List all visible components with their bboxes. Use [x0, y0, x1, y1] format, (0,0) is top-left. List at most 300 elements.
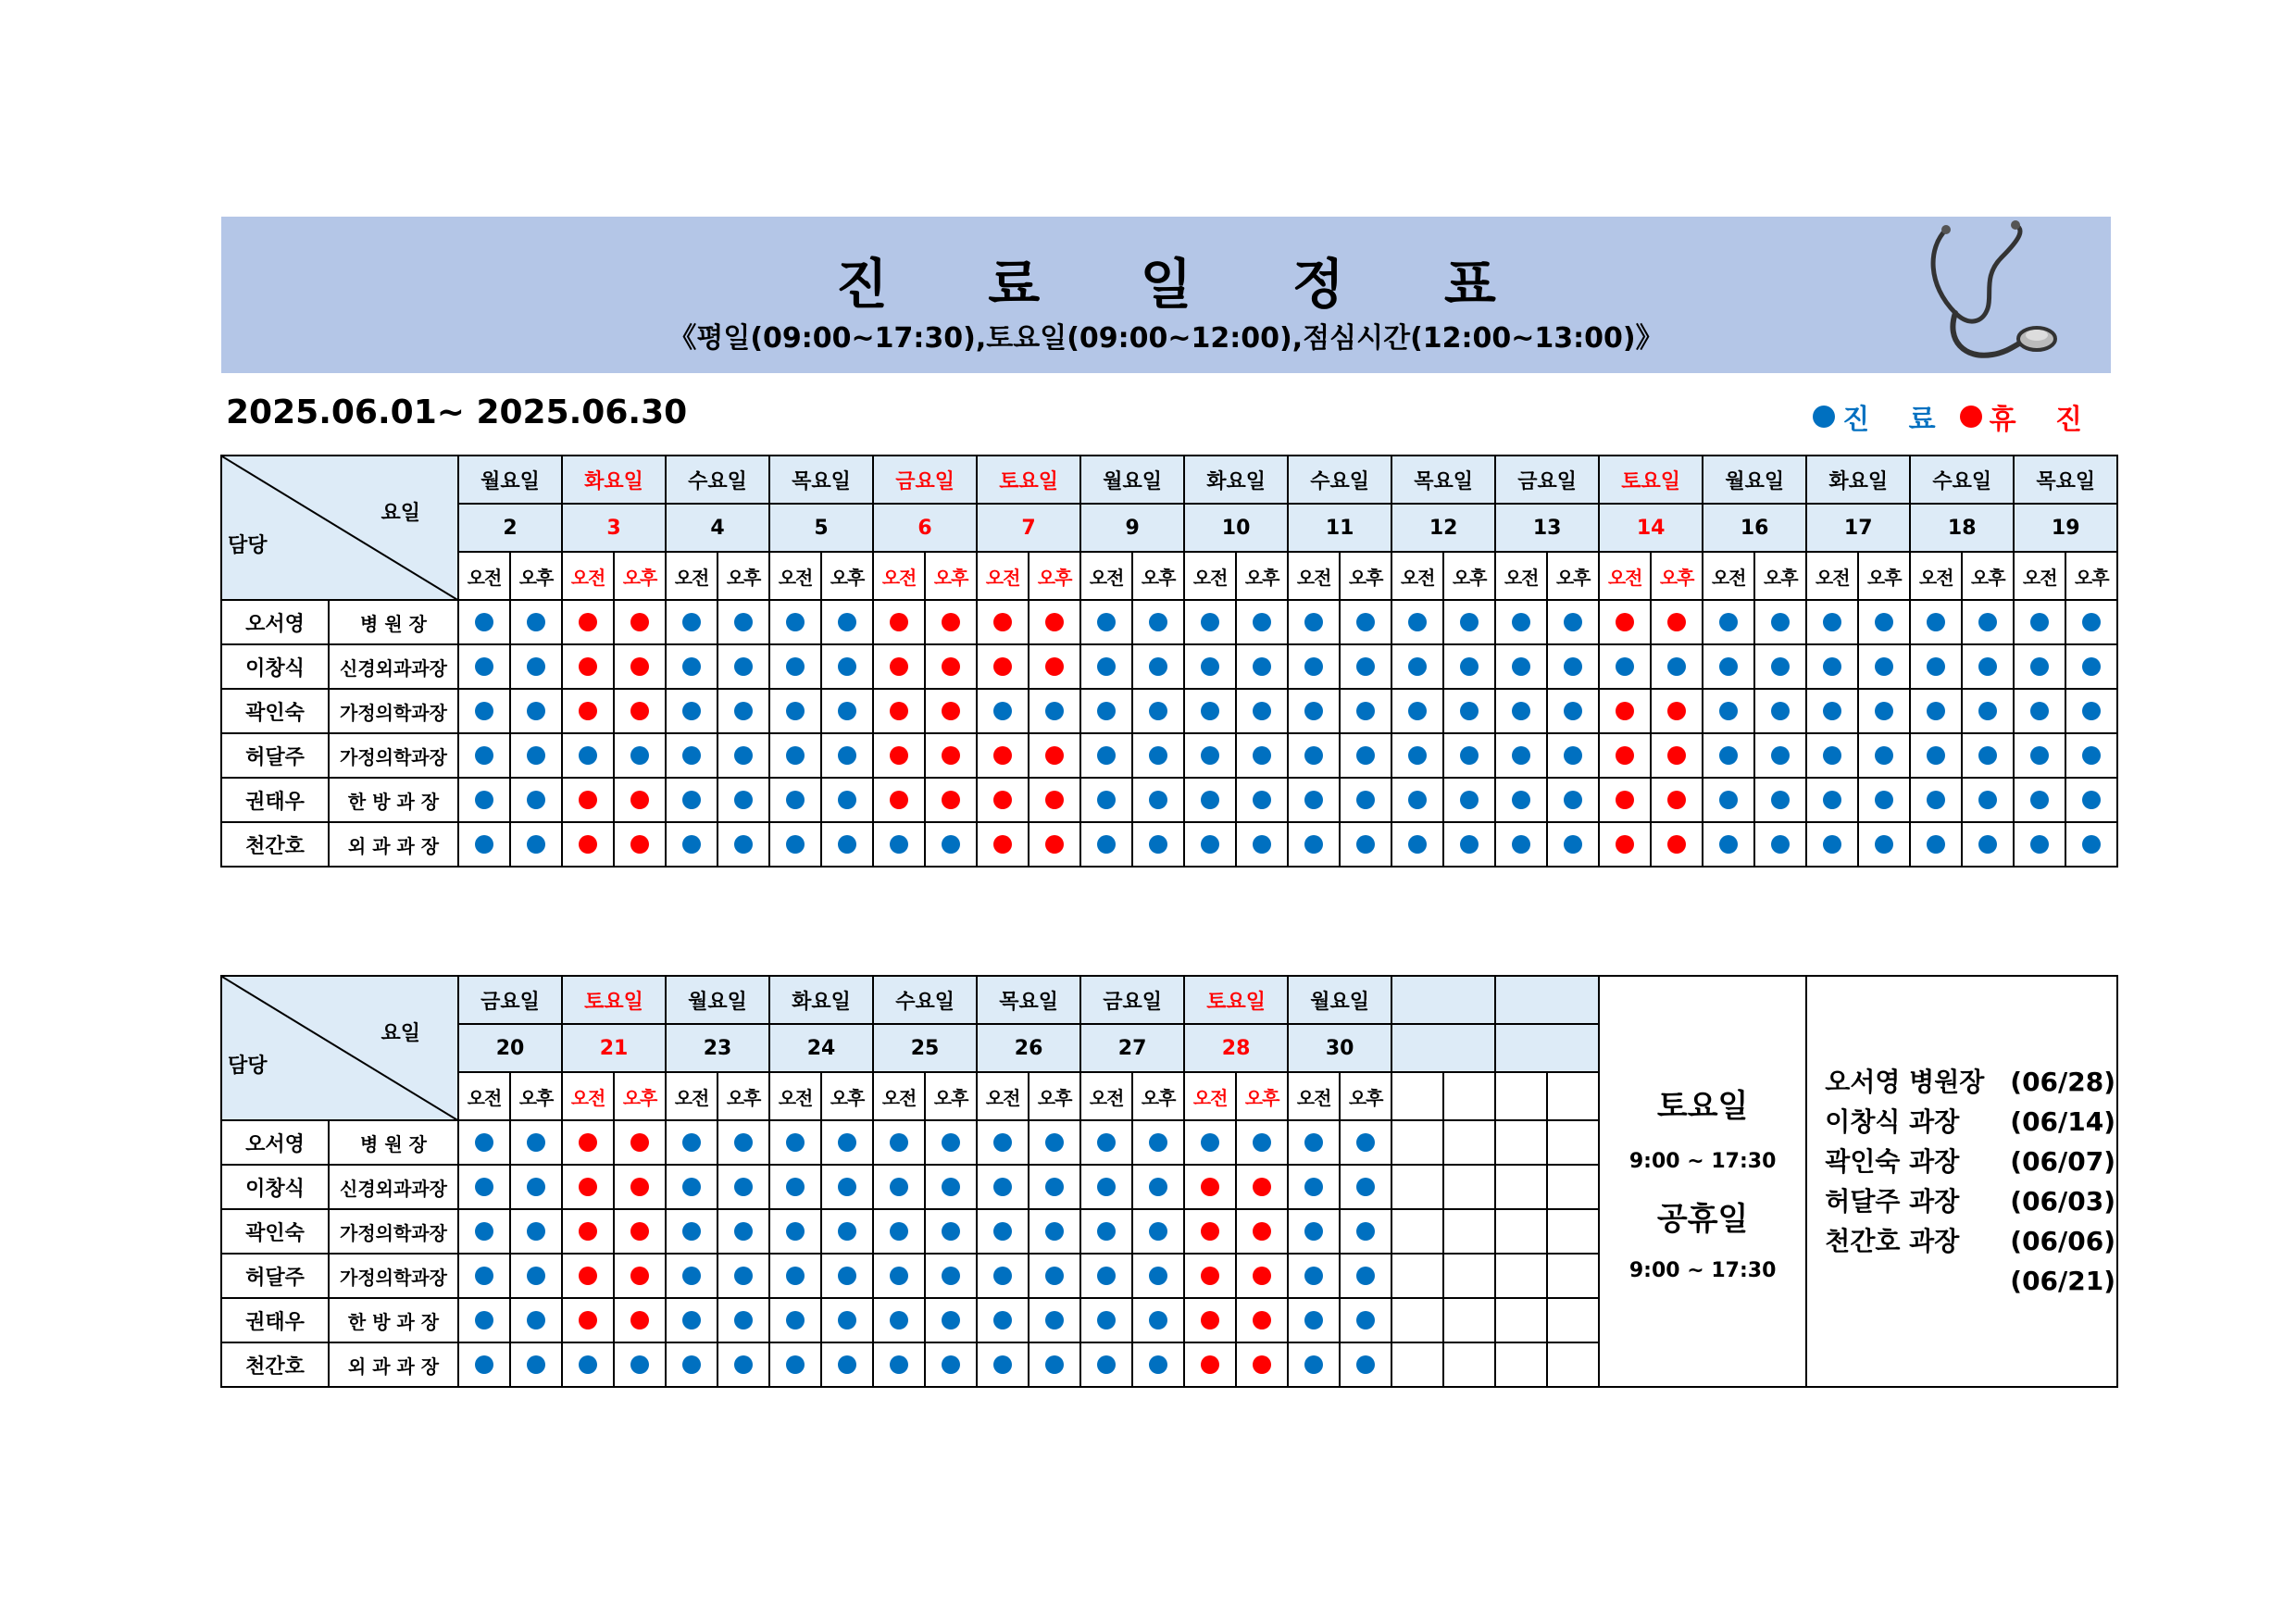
schedule-cell	[1236, 778, 1288, 822]
am-header: 오전	[1184, 1072, 1236, 1120]
on-duty-dot	[734, 1133, 753, 1152]
am-header: 오전	[769, 1072, 821, 1120]
on-duty-dot	[682, 1178, 701, 1196]
day-off-dot	[1667, 791, 1686, 809]
day-off-dot	[579, 1267, 597, 1285]
schedule-cell	[718, 778, 769, 822]
legend-off-label: 휴 진	[1989, 404, 2097, 436]
schedule-cell	[1288, 733, 1340, 778]
schedule-cell	[458, 778, 510, 822]
pm-header: 오후	[1236, 1072, 1288, 1120]
on-duty-dot	[1304, 613, 1323, 631]
doctor-role: 외 과 과 장	[329, 1342, 458, 1387]
schedule-cell	[1029, 600, 1080, 644]
schedule-cell	[1858, 600, 1910, 644]
pm-header: 오후	[1651, 552, 1703, 600]
schedule-cell	[1391, 689, 1443, 733]
day-off-dot	[579, 1133, 597, 1152]
schedule-cell	[1340, 1254, 1391, 1298]
schedule-cell	[1132, 1209, 1184, 1254]
date-row	[221, 504, 2117, 552]
schedule-period: 2025.06.01~ 2025.06.30	[226, 393, 688, 431]
on-duty-dot	[786, 702, 805, 720]
weekday-header: 금요일	[1495, 456, 1599, 504]
day-off-dot	[579, 1311, 597, 1330]
schedule-cell	[718, 600, 769, 644]
schedule-cell	[1443, 822, 1495, 867]
on-duty-dot	[890, 1355, 908, 1374]
schedule-cell	[1029, 1342, 1080, 1387]
schedule-cell	[1599, 778, 1651, 822]
on-duty-dot	[1564, 657, 1582, 676]
on-duty-dot	[1927, 835, 1945, 854]
schedule-cell	[1340, 689, 1391, 733]
on-duty-dot	[1512, 702, 1530, 720]
schedule-cell	[1547, 689, 1599, 733]
empty-cell	[1495, 1298, 1547, 1342]
on-duty-dot	[838, 1222, 856, 1241]
schedule-cell	[821, 733, 873, 778]
schedule-cell	[1080, 778, 1132, 822]
schedule-cell	[1599, 600, 1651, 644]
day-off-dot	[890, 746, 908, 765]
schedule-cell	[1703, 822, 1754, 867]
saturday-off-item	[1825, 1062, 2115, 1102]
saturday-off-name: 허달주 과장	[1825, 1186, 1960, 1217]
doctor-role: 가정의학과장	[329, 689, 458, 733]
schedule-cell	[614, 644, 666, 689]
schedule-cell	[1806, 822, 1858, 867]
on-duty-dot	[2030, 835, 2049, 854]
on-duty-dot	[1875, 791, 1893, 809]
schedule-cell	[873, 600, 925, 644]
schedule-cell	[1391, 822, 1443, 867]
schedule-cell	[1962, 689, 2014, 733]
schedule-cell	[1340, 733, 1391, 778]
on-duty-dot	[682, 835, 701, 854]
on-duty-dot	[1045, 1178, 1064, 1196]
schedule-cell	[1858, 689, 1910, 733]
empty-cell	[1495, 1342, 1547, 1387]
day-off-dot	[993, 835, 1012, 854]
day-off-dot	[630, 1311, 649, 1330]
schedule-cell	[873, 733, 925, 778]
day-off-dot	[1253, 1311, 1271, 1330]
schedule-cell	[1236, 600, 1288, 644]
saturday-off-date: (06/14)	[2010, 1106, 2116, 1137]
schedule-cell	[1962, 822, 2014, 867]
empty-cell	[1495, 1209, 1547, 1254]
on-duty-dot	[2030, 657, 2049, 676]
on-duty-dot	[1356, 613, 1375, 631]
on-duty-dot	[475, 791, 493, 809]
on-duty-dot	[1564, 746, 1582, 765]
schedule-cell	[458, 644, 510, 689]
schedule-cell	[1184, 600, 1236, 644]
on-duty-dot	[1408, 657, 1427, 676]
doctor-name: 천간호	[221, 1342, 329, 1387]
schedule-cell	[718, 1120, 769, 1165]
on-duty-dot	[1875, 746, 1893, 765]
pm-header: 오후	[1754, 552, 1806, 600]
schedule-cell	[977, 689, 1029, 733]
day-off-dot	[579, 657, 597, 676]
schedule-cell	[1184, 1120, 1236, 1165]
empty-cell	[1495, 1072, 1547, 1120]
schedule-cell	[1858, 644, 1910, 689]
schedule-cell	[2065, 733, 2117, 778]
on-duty-dot	[2082, 657, 2101, 676]
saturday-hours-box	[1599, 976, 1806, 1387]
pm-header: 오후	[1029, 1072, 1080, 1120]
pm-header: 오후	[718, 552, 769, 600]
weekday-header: 화요일	[562, 456, 666, 504]
on-duty-dot	[786, 657, 805, 676]
day-off-dot	[630, 657, 649, 676]
on-duty-dot	[1097, 1355, 1116, 1374]
weekday-header: 수요일	[1288, 456, 1391, 504]
on-duty-dot	[1813, 406, 1835, 428]
corner-doctor-label: 담당	[228, 534, 268, 557]
schedule-cell	[1858, 822, 1910, 867]
schedule-cell	[1029, 733, 1080, 778]
schedule-cell	[718, 689, 769, 733]
am-header: 오전	[977, 1072, 1029, 1120]
on-duty-dot	[993, 702, 1012, 720]
schedule-cell	[925, 1298, 977, 1342]
weekday-header: 토요일	[977, 456, 1080, 504]
schedule-cell	[666, 822, 718, 867]
day-off-dot	[890, 613, 908, 631]
on-duty-dot	[1304, 746, 1323, 765]
on-duty-dot	[682, 1133, 701, 1152]
on-duty-dot	[1978, 702, 1997, 720]
weekday-header: 수요일	[666, 456, 769, 504]
on-duty-dot	[1875, 702, 1893, 720]
schedule-cell	[562, 1165, 614, 1209]
schedule-cell	[769, 1120, 821, 1165]
holiday-title: 공휴일	[1656, 1201, 1749, 1238]
am-header: 오전	[1288, 552, 1340, 600]
schedule-cell	[1858, 778, 1910, 822]
on-duty-dot	[1201, 835, 1219, 854]
on-duty-dot	[1771, 702, 1790, 720]
day-off-dot	[1253, 1222, 1271, 1241]
schedule-cell	[1236, 644, 1288, 689]
day-off-dot	[1960, 406, 1982, 428]
schedule-cell	[821, 1254, 873, 1298]
schedule-cell	[2065, 600, 2117, 644]
schedule-cell	[977, 1254, 1029, 1298]
schedule-cell	[821, 1209, 873, 1254]
am-header: 오전	[666, 552, 718, 600]
schedule-cell	[1651, 600, 1703, 644]
am-header: 오전	[458, 552, 510, 600]
pm-header: 오후	[1443, 552, 1495, 600]
day-off-dot	[1201, 1267, 1219, 1285]
on-duty-dot	[1356, 1133, 1375, 1152]
schedule-cell	[821, 822, 873, 867]
schedule-cell	[1029, 822, 1080, 867]
day-off-dot	[579, 613, 597, 631]
schedule-cell	[977, 1120, 1029, 1165]
on-duty-dot	[527, 1355, 545, 1374]
on-duty-dot	[890, 1267, 908, 1285]
schedule-cell	[1443, 733, 1495, 778]
on-duty-dot	[1097, 1267, 1116, 1285]
on-duty-dot	[475, 702, 493, 720]
title-banner	[221, 217, 2111, 373]
schedule-cell	[2014, 600, 2065, 644]
doctor-name: 오서영	[221, 600, 329, 644]
day-off-dot	[993, 746, 1012, 765]
schedule-cell	[873, 1165, 925, 1209]
on-duty-dot	[527, 791, 545, 809]
on-duty-dot	[1875, 835, 1893, 854]
on-duty-dot	[1253, 746, 1271, 765]
day-off-dot	[1045, 613, 1064, 631]
schedule-cell	[510, 822, 562, 867]
day-off-dot	[1253, 1178, 1271, 1196]
on-duty-dot	[475, 1178, 493, 1196]
pm-header: 오후	[1340, 552, 1391, 600]
on-duty-dot	[1460, 791, 1479, 809]
pm-header: 오후	[1029, 552, 1080, 600]
on-duty-dot	[1719, 613, 1738, 631]
empty-cell	[1495, 1165, 1547, 1209]
schedule-cell	[510, 778, 562, 822]
day-off-dot	[942, 791, 960, 809]
on-duty-dot	[682, 702, 701, 720]
on-duty-dot	[1616, 657, 1634, 676]
empty-cell	[1391, 1165, 1443, 1209]
schedule-cell	[614, 778, 666, 822]
empty-cell	[1443, 1254, 1495, 1298]
schedule-cell	[769, 1209, 821, 1254]
on-duty-dot	[734, 657, 753, 676]
schedule-cell	[1651, 733, 1703, 778]
on-duty-dot	[1875, 657, 1893, 676]
weekday-header: 월요일	[1080, 456, 1184, 504]
day-off-dot	[1616, 746, 1634, 765]
day-off-dot	[890, 702, 908, 720]
on-duty-dot	[734, 791, 753, 809]
weekday-header: 토요일	[562, 976, 666, 1024]
schedule-cell	[977, 778, 1029, 822]
on-duty-dot	[1201, 1133, 1219, 1152]
weekday-header: 금요일	[458, 976, 562, 1024]
schedule-cell	[1184, 822, 1236, 867]
date-header: 28	[1184, 1024, 1288, 1072]
schedule-cell	[1547, 778, 1599, 822]
on-duty-dot	[1823, 791, 1841, 809]
schedule-cell	[1443, 778, 1495, 822]
on-duty-dot	[1304, 702, 1323, 720]
on-duty-dot	[1097, 1178, 1116, 1196]
on-duty-dot	[1045, 1355, 1064, 1374]
on-duty-dot	[993, 1178, 1012, 1196]
on-duty-dot	[1304, 1355, 1323, 1374]
on-duty-dot	[1771, 613, 1790, 631]
corner-day-label: 요일	[381, 502, 420, 525]
saturday-off-name: 이창식 과장	[1825, 1106, 1960, 1137]
schedule-cell	[1029, 689, 1080, 733]
schedule-cell	[2014, 733, 2065, 778]
schedule-cell	[1184, 689, 1236, 733]
doctor-name: 천간호	[221, 822, 329, 867]
day-off-dot	[1667, 746, 1686, 765]
schedule-cell	[1236, 1165, 1288, 1209]
schedule-cell	[769, 1165, 821, 1209]
legend	[1813, 396, 2106, 437]
schedule-cell	[1340, 1165, 1391, 1209]
schedule-cell	[458, 1342, 510, 1387]
day-off-dot	[630, 613, 649, 631]
schedule-cell	[510, 1342, 562, 1387]
empty-cell	[1495, 1120, 1547, 1165]
schedule-cell	[510, 1254, 562, 1298]
schedule-cell	[1754, 778, 1806, 822]
schedule-cell	[1288, 644, 1340, 689]
on-duty-dot	[1253, 791, 1271, 809]
schedule-cell	[1184, 1342, 1236, 1387]
schedule-cell	[1236, 1209, 1288, 1254]
weekday-header: 목요일	[977, 976, 1080, 1024]
doctor-name: 허달주	[221, 1254, 329, 1298]
on-duty-dot	[1097, 835, 1116, 854]
on-duty-dot	[1097, 1311, 1116, 1330]
schedule-cell	[614, 1254, 666, 1298]
on-duty-dot	[838, 657, 856, 676]
schedule-cell	[769, 822, 821, 867]
on-duty-dot	[1823, 657, 1841, 676]
schedule-cell	[1184, 733, 1236, 778]
schedule-cell	[562, 1342, 614, 1387]
date-header: 25	[873, 1024, 977, 1072]
on-duty-dot	[838, 702, 856, 720]
date-header: 18	[1910, 504, 2014, 552]
empty-cell	[1547, 1254, 1599, 1298]
schedule-cell	[1184, 778, 1236, 822]
schedule-cell	[1184, 1165, 1236, 1209]
on-duty-dot	[1823, 835, 1841, 854]
day-off-dot	[579, 835, 597, 854]
corner-day-label: 요일	[381, 1022, 420, 1045]
on-duty-dot	[1356, 657, 1375, 676]
schedule-cell	[666, 1209, 718, 1254]
schedule-cell	[666, 733, 718, 778]
schedule-cell	[1288, 1120, 1340, 1165]
schedule-cell	[925, 644, 977, 689]
schedule-cell	[925, 778, 977, 822]
date-header: 26	[977, 1024, 1080, 1072]
doctor-role: 병 원 장	[329, 1120, 458, 1165]
date-header: 12	[1391, 504, 1495, 552]
schedule-cell	[1132, 1165, 1184, 1209]
on-duty-dot	[2030, 613, 2049, 631]
on-duty-dot	[1201, 746, 1219, 765]
empty-cell	[1547, 1209, 1599, 1254]
on-duty-dot	[2082, 746, 2101, 765]
schedule-cell	[562, 733, 614, 778]
on-duty-dot	[1771, 835, 1790, 854]
on-duty-dot	[475, 1311, 493, 1330]
date-header: 4	[666, 504, 769, 552]
on-duty-dot	[1149, 1267, 1167, 1285]
pm-header: 오후	[2065, 552, 2117, 600]
schedule-cell	[1754, 733, 1806, 778]
on-duty-dot	[682, 1311, 701, 1330]
schedule-cell	[562, 822, 614, 867]
schedule-cell	[718, 1342, 769, 1387]
schedule-cell	[1132, 1120, 1184, 1165]
schedule-cell	[510, 1120, 562, 1165]
schedule-cell	[1236, 1254, 1288, 1298]
schedule-cell	[718, 1209, 769, 1254]
schedule-cell	[925, 1120, 977, 1165]
empty-cell	[1443, 1342, 1495, 1387]
on-duty-dot	[786, 1178, 805, 1196]
schedule-cell	[562, 1209, 614, 1254]
on-duty-dot	[838, 835, 856, 854]
empty-weekday-header	[1495, 976, 1599, 1024]
schedule-cell	[977, 1165, 1029, 1209]
on-duty-dot	[1045, 1222, 1064, 1241]
on-duty-dot	[1304, 1133, 1323, 1152]
legend-on-label: 진 료	[1842, 404, 1951, 436]
on-duty-dot	[2082, 613, 2101, 631]
schedule-cell	[769, 1298, 821, 1342]
empty-cell	[1547, 1165, 1599, 1209]
day-off-dot	[942, 657, 960, 676]
schedule-cell	[873, 689, 925, 733]
day-off-dot	[1045, 657, 1064, 676]
am-header: 오전	[562, 552, 614, 600]
on-duty-dot	[682, 1267, 701, 1285]
schedule-cell	[1288, 1254, 1340, 1298]
on-duty-dot	[1564, 613, 1582, 631]
doctor-row	[221, 600, 2117, 644]
schedule-cell	[1236, 1120, 1288, 1165]
schedule-cell	[1495, 822, 1547, 867]
on-duty-dot	[2082, 702, 2101, 720]
schedule-cell	[666, 1298, 718, 1342]
pm-header: 오후	[510, 1072, 562, 1120]
on-duty-dot	[1253, 657, 1271, 676]
pm-header: 오후	[1962, 552, 2014, 600]
on-duty-dot	[1356, 702, 1375, 720]
on-duty-dot	[475, 835, 493, 854]
doctor-role: 신경외과과장	[329, 644, 458, 689]
empty-cell	[1391, 1120, 1443, 1165]
schedule-cell	[1754, 644, 1806, 689]
on-duty-dot	[475, 613, 493, 631]
day-off-dot	[1616, 791, 1634, 809]
schedule-cell	[614, 1165, 666, 1209]
on-duty-dot	[1460, 835, 1479, 854]
day-off-dot	[579, 791, 597, 809]
pm-header: 오후	[1858, 552, 1910, 600]
schedule-cell	[2014, 644, 2065, 689]
schedule-cell	[666, 1342, 718, 1387]
on-duty-dot	[1149, 835, 1167, 854]
on-duty-dot	[1253, 1133, 1271, 1152]
on-duty-dot	[475, 1355, 493, 1374]
weekday-header: 수요일	[1910, 456, 2014, 504]
on-duty-dot	[1408, 835, 1427, 854]
on-duty-dot	[838, 1267, 856, 1285]
on-duty-dot	[1771, 657, 1790, 676]
